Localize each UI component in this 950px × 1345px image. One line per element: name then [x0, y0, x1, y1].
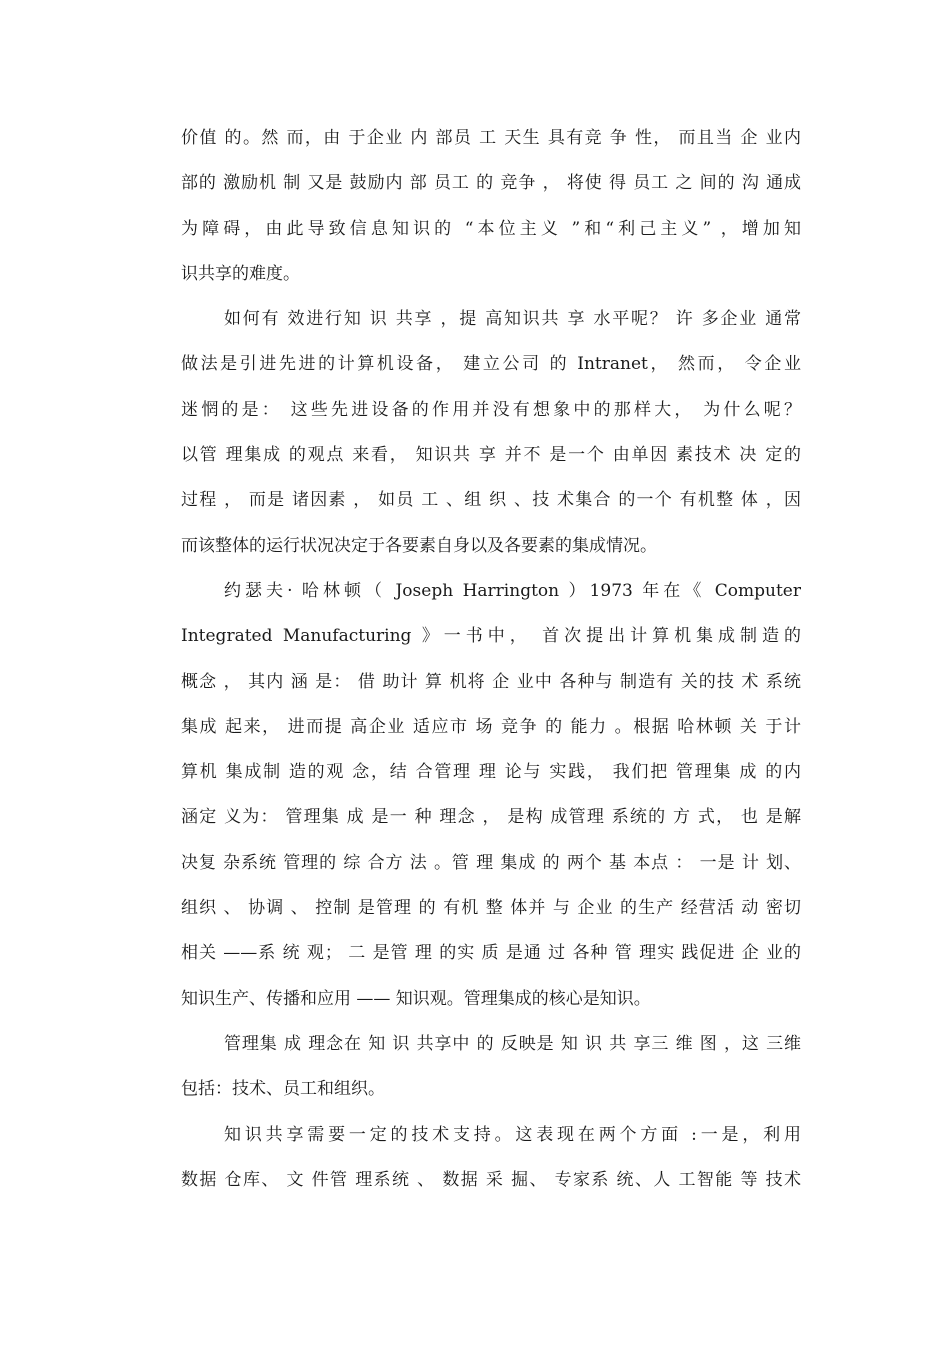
text-line: 约瑟夫· 哈林顿（ Joseph Harrington ）1973 年在《 Computer: [224, 580, 801, 601]
text-line: 如何有 效进行知 识 共享 ，提 高知识共 享 水平呢？ 许 多企业 通常: [224, 309, 801, 330]
text-line: 为障碍，由此导致信息知识的 “本位主义 ”和“利己主义” ，增加知: [181, 218, 801, 239]
text-line: 以管 理集成 的观点 来看， 知识共 享 并不 是一个 由单因 素技术 决 定的: [181, 445, 801, 466]
text-line: 概念 ， 其内 涵 是： 借 助计 算 机将 企 业中 各种与 制造有 关的技 术 系统: [181, 671, 801, 692]
text-line: 涵定 义为： 管理集 成 是一 种 理念 ， 是构 成管理 系统的 方 式， 也 是解: [181, 807, 801, 828]
text-line: 相关 ——系 统 观； 二 是管 理 的实 质 是通 过 各种 管 理实 践促进 企 业的: [181, 943, 801, 964]
text-line: Integrated Manufacturing 》一书中， 首次提出计算机集成制造的: [181, 626, 801, 647]
text-line: 组织 、 协调 、 控制 是管理 的 有机 整 体并 与 企业 的生产 经营活 动 密切: [181, 898, 801, 919]
text-line: 价值 的。然 而，由 于企业 内 部员 工 天生 具有竞 争 性， 而且当 企 业内: [181, 128, 801, 148]
text-line: 部的 激励机 制 又是 鼓励内 部 员工 的 竞争 ， 将使 得 员工 之 间的 沟 通成: [181, 173, 801, 194]
text-line: 而该整体的运行状况决定于各要素自身以及各要素的集成情况。: [181, 535, 657, 556]
text-line: 迷惘的是： 这些先进设备的作用并没有想象中的那样大， 为什么呢？: [181, 399, 801, 420]
text-line: 识共享的难度。: [181, 263, 300, 284]
text-line: 决复 杂系统 管理的 综 合方 法 。管 理 集成 的 两个 基 本点 ： 一是 计 划、: [181, 852, 801, 873]
text-line: 管理集 成 理念在 知 识 共享中 的 反映是 知 识 共 享三 维 图 ，这 三维: [224, 1033, 801, 1054]
text-line: 知识生产、传播和应用 —— 知识观。管理集成的核心是知识。: [181, 988, 651, 1009]
text-line: 数据 仓库、 文 件管 理系统 、 数据 采 掘、 专家系 统、人 工智能 等 技术: [181, 1169, 801, 1190]
text-line: 知识共享需要一定的技术支持。这表现在两个方面 :一是，利用: [224, 1124, 801, 1145]
text-line: 集成 起来， 进而提 高企业 适应市 场 竞争 的 能力 。根据 哈林顿 关 于计: [181, 716, 801, 737]
text-line: 过程 ， 而是 诸因素 ， 如员 工 、组 织 、技 术集合 的一个 有机整 体 ，因: [181, 490, 801, 511]
body-text: [181, 116, 801, 1203]
text-line: 包括：技术、员工和组织。: [181, 1079, 385, 1100]
text-line: 算机 集成制 造的观 念，结 合管理 理 论与 实践， 我们把 管理集 成 的内: [181, 762, 801, 783]
text-line: 做法是引进先进的计算机设备， 建立公司 的 Intranet， 然而， 令企业: [181, 354, 801, 375]
